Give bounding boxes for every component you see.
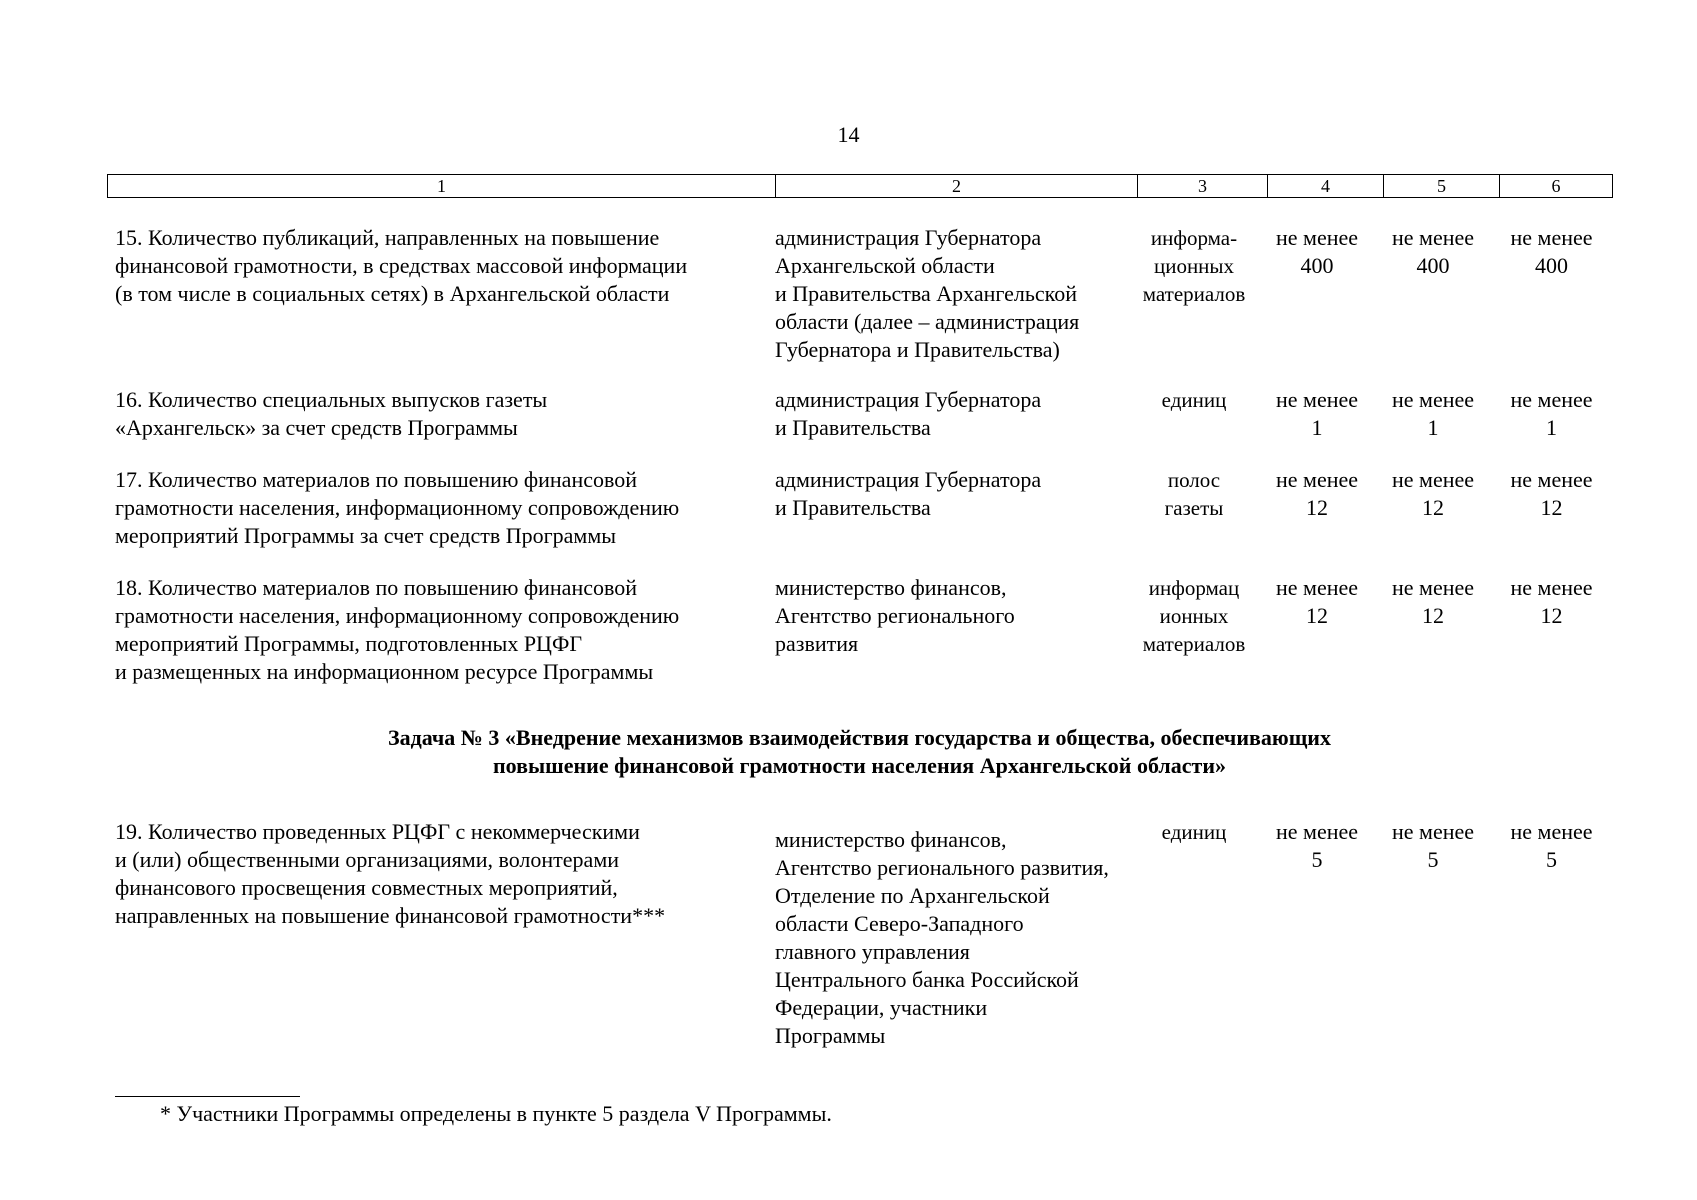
indicator-row-19 <box>107 818 1612 1050</box>
indicator-name: 18. Количество материалов по повышению финансовой грамотности населения, информационному сопровождению мероприятий Программы, подготовленных РЦФГ и размещенных на информационном ресурсе Программы <box>115 575 680 684</box>
indicator-name: 15. Количество публикаций, направленных на повышение финансовой грамотности, в средствах массовой информации (в том числе в социальных сетях) в Архангельской области <box>115 225 688 306</box>
target-value: не менее 5 <box>1391 819 1475 872</box>
column-number: 5 <box>1384 175 1500 198</box>
column-number: 2 <box>776 175 1138 198</box>
target-value: не менее 400 <box>1510 225 1593 278</box>
unit-of-measure: единиц <box>1161 388 1227 412</box>
indicator-row-15 <box>107 224 1612 364</box>
target-value: не менее 12 <box>1391 467 1475 520</box>
target-value: не менее 400 <box>1391 225 1475 278</box>
target-value: не менее 5 <box>1510 819 1593 872</box>
target-value: не менее 1 <box>1391 387 1475 440</box>
responsible-party: министерство финансов, Агентство регионального развития <box>775 575 1015 656</box>
indicator-row-16 <box>107 386 1612 442</box>
target-value: не менее 5 <box>1275 819 1359 872</box>
unit-of-measure: информа- ционных материалов <box>1142 226 1246 306</box>
indicator-name: 16. Количество специальных выпусков газеты «Архангельск» за счет средств Программы <box>115 387 548 440</box>
task-heading: Задача № 3 «Внедрение механизмов взаимодействия государства и общества, обеспечивающих повышение финансовой грамотности населения Архангельской области» <box>388 725 1331 778</box>
indicator-row-17 <box>107 466 1612 550</box>
indicator-list <box>107 224 1612 1050</box>
page-number: 14 <box>837 122 860 147</box>
indicator-name: 17. Количество материалов по повышению финансовой грамотности населения, информационному сопровождению мероприятий Программы за счет средств Программы <box>115 467 680 548</box>
responsible-party: министерство финансов, Агентство регионального развития, Отделение по Архангельской области Северо-Западного главного управления Центрального банка Российской Федерации, участники Программы <box>775 827 1109 1048</box>
column-number: 4 <box>1268 175 1384 198</box>
target-value: не менее 12 <box>1275 575 1359 628</box>
column-number: 3 <box>1138 175 1268 198</box>
column-number: 6 <box>1500 175 1613 198</box>
indicator-name: 19. Количество проведенных РЦФГ с некоммерческими и (или) общественными организациями, волонтерами финансового просвещения совместных мероприятий, направленных на повышение финансовой грамотности*** <box>115 819 666 928</box>
target-value: не менее 1 <box>1510 387 1593 440</box>
column-number-row <box>108 175 1613 198</box>
unit-of-measure: полос газеты <box>1164 468 1224 520</box>
target-value: не менее 12 <box>1510 575 1593 628</box>
target-value: не менее 1 <box>1275 387 1359 440</box>
responsible-party: администрация Губернатора и Правительства <box>775 387 1042 440</box>
indicator-row-18 <box>107 574 1612 686</box>
responsible-party: администрация Губернатора Архангельской области и Правительства Архангельской области (далее – администрация Губернатора и Правительства) <box>775 225 1080 362</box>
target-value: не менее 12 <box>1275 467 1359 520</box>
column-number: 1 <box>108 175 776 198</box>
column-number-header <box>107 174 1613 198</box>
unit-of-measure: информац ионных материалов <box>1142 576 1246 656</box>
footnote: * Участники Программы определены в пункте 5 раздела V Программы. <box>160 1101 832 1126</box>
target-value: не менее 12 <box>1510 467 1593 520</box>
target-value: не менее 400 <box>1275 225 1359 278</box>
responsible-party: администрация Губернатора и Правительства <box>775 467 1042 520</box>
target-value: не менее 12 <box>1391 575 1475 628</box>
footnote-separator <box>115 1096 300 1097</box>
unit-of-measure: единиц <box>1161 820 1227 844</box>
